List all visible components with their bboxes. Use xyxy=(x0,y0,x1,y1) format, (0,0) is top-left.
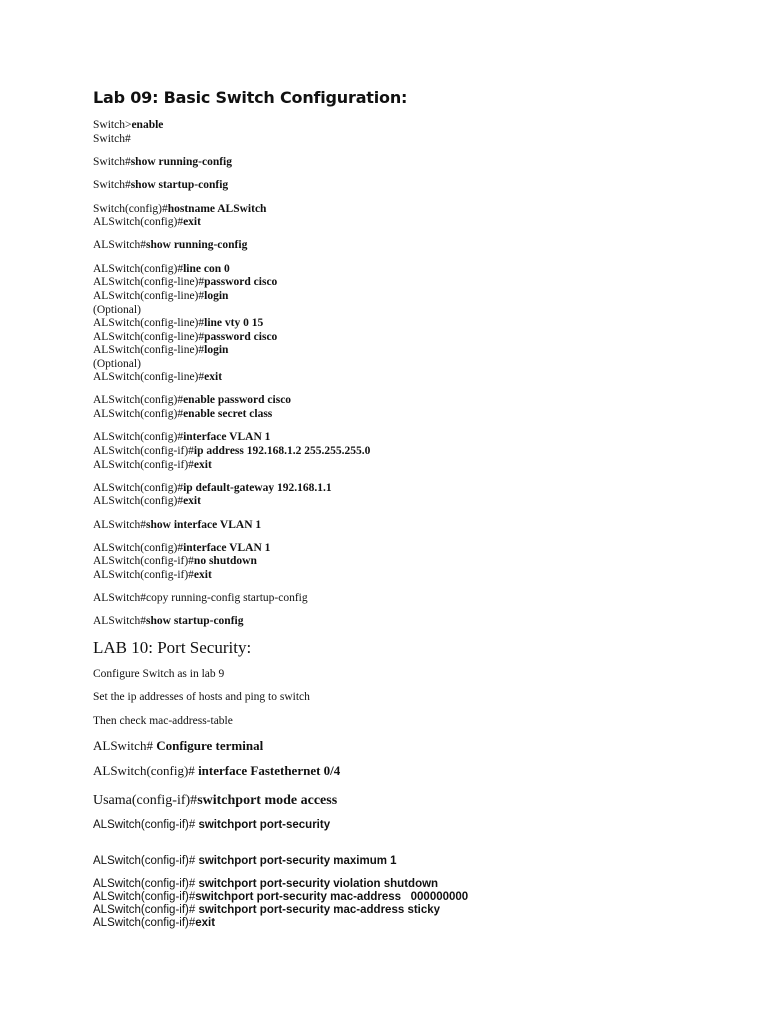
prompt-text: Switch> xyxy=(93,119,132,131)
prompt-text: ALSwitch# xyxy=(93,519,147,531)
prompt-text: ALSwitch(config)# xyxy=(93,263,184,275)
command-text: show running-config xyxy=(130,156,232,168)
lab9-line xyxy=(93,330,277,344)
lab9-line xyxy=(93,393,291,407)
command-text: exit xyxy=(183,495,201,507)
lab10-line xyxy=(93,917,215,930)
lab10-line xyxy=(93,690,310,704)
lab9-line xyxy=(93,494,201,508)
prompt-text: ALSwitch(config-line)# xyxy=(93,290,205,302)
command-text: show startup-config xyxy=(130,179,229,191)
command-text: login xyxy=(204,344,229,356)
command-text: exit xyxy=(193,569,212,581)
prompt-text: ALSwitch(config-if)# xyxy=(93,878,199,890)
prompt-text: ALSwitch(config)# xyxy=(93,763,199,778)
prompt-text: ALSwitch(config-if)# xyxy=(93,459,194,471)
lab9-line xyxy=(93,591,308,605)
prompt-text: ALSwitch(config-if)# xyxy=(93,569,194,581)
command-text: switchport port-security xyxy=(198,819,331,831)
command-text: password cisco xyxy=(204,276,278,288)
lab9-line xyxy=(93,518,261,532)
prompt-text: ALSwitch(config-if)# xyxy=(93,855,199,867)
lab10-line xyxy=(93,714,233,728)
command-text: switchport port-security mac-address 000000000 xyxy=(195,891,469,903)
prompt-text: Switch# xyxy=(93,156,131,168)
lab9-line xyxy=(93,275,277,289)
command-text: exit xyxy=(204,371,223,383)
command-text: enable secret class xyxy=(183,408,273,420)
lab9-line xyxy=(93,202,266,216)
lab9-line xyxy=(93,289,228,303)
lab10-line xyxy=(93,667,224,681)
lab9-line xyxy=(93,541,270,555)
lab9-line xyxy=(93,357,141,371)
lab10-line xyxy=(93,855,397,868)
command-text: exit xyxy=(183,216,201,228)
lab9-line xyxy=(93,178,228,192)
lab9-title: Lab 09: Basic Switch Configuration: xyxy=(93,88,408,107)
lab9-line xyxy=(93,118,163,132)
lab9-line xyxy=(93,343,228,357)
prompt-text: Switch# xyxy=(93,133,131,145)
prompt-text: ALSwitch(config-line)# xyxy=(93,371,205,383)
lab10-line xyxy=(93,792,337,809)
lab9-line xyxy=(93,430,270,444)
lab10-line xyxy=(93,738,263,754)
command-text: show interface VLAN 1 xyxy=(146,519,262,531)
prompt-text: ALSwitch(config)# xyxy=(93,394,184,406)
prompt-text: ALSwitch#copy running-config startup-config xyxy=(93,592,308,604)
prompt-text: ALSwitch(config-line)# xyxy=(93,317,205,329)
prompt-text: ALSwitch(config)# xyxy=(93,216,184,228)
lab9-line xyxy=(93,155,232,169)
lab9-line xyxy=(93,481,332,495)
command-text: line vty 0 15 xyxy=(204,317,264,329)
prompt-text: ALSwitch(config-if)# xyxy=(93,555,194,567)
prompt-text: ALSwitch(config)# xyxy=(93,482,184,494)
prompt-text: Configure Switch as in lab 9 xyxy=(93,668,225,680)
lab9-line xyxy=(93,614,243,628)
lab9-line xyxy=(93,444,370,458)
command-text: line con 0 xyxy=(183,263,230,275)
prompt-text: ALSwitch(config-if)# xyxy=(93,904,199,916)
prompt-text: (Optional) xyxy=(93,304,141,316)
prompt-text: ALSwitch(config-if)# xyxy=(93,891,196,903)
prompt-text: ALSwitch(config-if)# xyxy=(93,445,194,457)
command-text: exit xyxy=(193,459,212,471)
prompt-text: ALSwitch(config)# xyxy=(93,408,184,420)
prompt-text: ALSwitch(config-if)# xyxy=(93,917,196,929)
lab10-line xyxy=(93,763,340,779)
command-text: show running-config xyxy=(146,239,248,251)
command-text: ip default-gateway 192.168.1.1 xyxy=(183,482,332,494)
lab9-line xyxy=(93,370,222,384)
command-text: hostname ALSwitch xyxy=(167,203,267,215)
command-text: enable password cisco xyxy=(183,394,292,406)
prompt-text: Switch# xyxy=(93,179,131,191)
command-text: switchport port-security maximum 1 xyxy=(198,855,397,867)
prompt-text: ALSwitch(config-line)# xyxy=(93,344,205,356)
command-text: interface VLAN 1 xyxy=(183,431,271,443)
prompt-text: ALSwitch(config-line)# xyxy=(93,276,205,288)
command-text: switchport port-security violation shutdown xyxy=(198,878,439,890)
prompt-text: Set the ip addresses of hosts and ping to switch xyxy=(93,691,310,703)
prompt-text: ALSwitch(config-line)# xyxy=(93,331,205,343)
command-text: login xyxy=(204,290,229,302)
prompt-text: Switch(config)# xyxy=(93,203,168,215)
prompt-text: Then check mac-address-table xyxy=(93,715,233,727)
command-text: enable xyxy=(131,119,164,131)
prompt-text: (Optional) xyxy=(93,358,141,370)
lab10-line xyxy=(93,891,468,904)
prompt-text: ALSwitch(config-if)# xyxy=(93,819,199,831)
lab9-line xyxy=(93,238,247,252)
lab9-line xyxy=(93,215,201,229)
lab10-title: LAB 10: Port Security: xyxy=(93,638,252,657)
command-text: Configure terminal xyxy=(156,738,264,753)
lab9-line xyxy=(93,458,212,472)
lab9-line xyxy=(93,262,230,276)
command-text: switchport mode access xyxy=(197,793,338,808)
prompt-text: ALSwitch# xyxy=(93,239,147,251)
prompt-text: ALSwitch(config)# xyxy=(93,431,184,443)
lab10-line xyxy=(93,878,438,891)
prompt-text: ALSwitch# xyxy=(93,738,157,753)
command-text: interface Fastethernet 0/4 xyxy=(198,763,341,778)
lab9-line xyxy=(93,316,263,330)
lab9-line xyxy=(93,407,272,421)
lab9-line xyxy=(93,303,141,317)
prompt-text: ALSwitch(config)# xyxy=(93,495,184,507)
lab9-line xyxy=(93,568,212,582)
prompt-text: ALSwitch# xyxy=(93,615,147,627)
lab9-line xyxy=(93,554,257,568)
command-text: ip address 192.168.1.2 255.255.255.0 xyxy=(193,445,371,457)
command-text: no shutdown xyxy=(193,555,257,567)
lab10-line xyxy=(93,819,330,832)
command-text: switchport port-security mac-address sticky xyxy=(198,904,441,916)
lab10-line xyxy=(93,904,440,917)
prompt-text: ALSwitch(config)# xyxy=(93,542,184,554)
lab9-line xyxy=(93,132,131,146)
command-text: interface VLAN 1 xyxy=(183,542,271,554)
command-text: password cisco xyxy=(204,331,278,343)
command-text: exit xyxy=(195,917,216,929)
prompt-text: Usama(config-if)# xyxy=(93,793,198,808)
command-text: show startup-config xyxy=(146,615,244,627)
